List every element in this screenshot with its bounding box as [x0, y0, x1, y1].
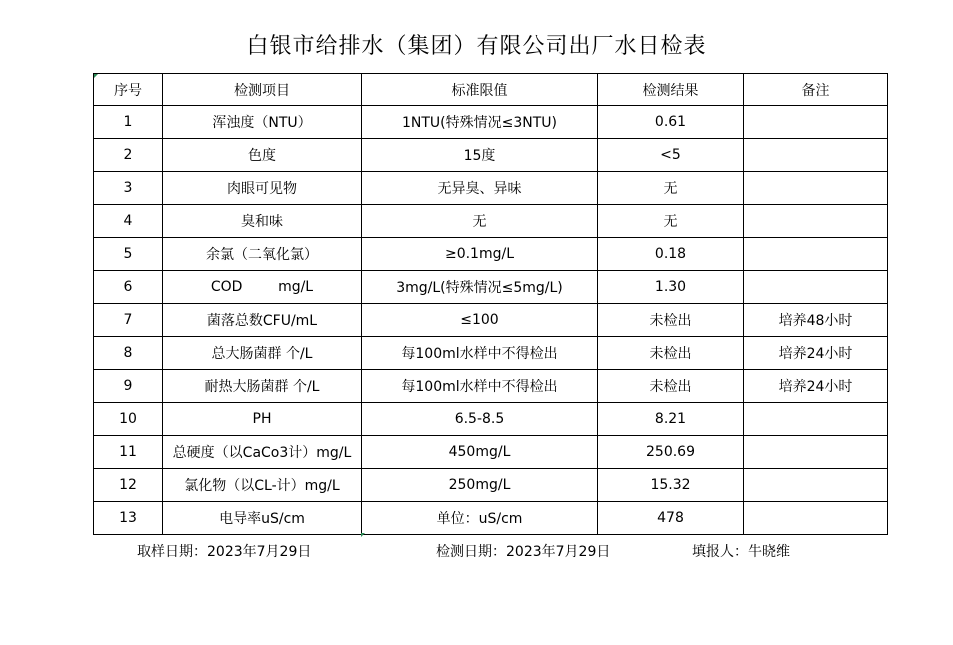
test-item-cell: PH: [163, 403, 362, 436]
test-result-cell: 未检出: [598, 370, 744, 403]
row-index-cell: 11: [94, 436, 163, 469]
test-item-cell: 电导率uS/cm: [163, 502, 362, 535]
row-index-cell: 12: [94, 469, 163, 502]
test-result-cell: 15.32: [598, 469, 744, 502]
table-row: [94, 139, 888, 172]
standard-limit-cell: 450mg/L: [362, 436, 598, 469]
row-index-cell: 13: [94, 502, 163, 535]
test-item-cell: 总大肠菌群 个/L: [163, 337, 362, 370]
remarks-cell: 培养24小时: [744, 370, 888, 403]
test-item-cell: 浑浊度（NTU）: [163, 106, 362, 139]
table-row: [94, 172, 888, 205]
remarks-cell: [744, 205, 888, 238]
test-item-cell: 肉眼可见物: [163, 172, 362, 205]
row-index-cell: 1: [94, 106, 163, 139]
header-index: 序号: [94, 74, 163, 106]
row-index-cell: 9: [94, 370, 163, 403]
table-header-row: [94, 74, 888, 106]
report-title: 白银市给排水（集团）有限公司出厂水日检表: [246, 34, 707, 59]
standard-limit-cell: 6.5-8.5: [362, 403, 598, 436]
row-index-cell: 5: [94, 238, 163, 271]
remarks-cell: [744, 469, 888, 502]
standard-limit-cell: 3mg/L(特殊情况≤5mg/L): [362, 271, 598, 304]
test-result-cell: 未检出: [598, 337, 744, 370]
inspection-table: [93, 73, 888, 535]
table-row: [94, 304, 888, 337]
table-row: [94, 403, 888, 436]
header-test-item: 检测项目: [163, 74, 362, 106]
remarks-cell: [744, 403, 888, 436]
test-result-cell: 8.21: [598, 403, 744, 436]
test-item-cell: 色度: [163, 139, 362, 172]
standard-limit-cell: 15度: [362, 139, 598, 172]
test-item-cell: 总硬度（以CaCo3计）mg/L: [163, 436, 362, 469]
table-row: [94, 271, 888, 304]
row-index-cell: 2: [94, 139, 163, 172]
remarks-cell: [744, 271, 888, 304]
cell-marker-icon: [361, 533, 365, 537]
test-item-cell: 菌落总数CFU/mL: [163, 304, 362, 337]
sampling-date: 取样日期：2023年7月29日: [137, 544, 312, 560]
remarks-cell: [744, 436, 888, 469]
remarks-cell: 培养48小时: [744, 304, 888, 337]
row-index-cell: 4: [94, 205, 163, 238]
standard-limit-cell: 250mg/L: [362, 469, 598, 502]
test-item-cell: COD mg/L: [163, 271, 362, 304]
standard-limit-cell: 无: [362, 205, 598, 238]
test-result-cell: 未检出: [598, 304, 744, 337]
table-row: [94, 469, 888, 502]
standard-limit-cell: 单位：uS/cm: [362, 502, 598, 535]
header-test-result: 检测结果: [598, 74, 744, 106]
test-item-cell: 耐热大肠菌群 个/L: [163, 370, 362, 403]
test-result-cell: 250.69: [598, 436, 744, 469]
table-row: [94, 337, 888, 370]
reporter: 填报人：牛晓维: [692, 544, 790, 560]
table-row: [94, 205, 888, 238]
standard-limit-cell: 1NTU(特殊情况≤3NTU): [362, 106, 598, 139]
test-result-cell: 478: [598, 502, 744, 535]
test-result-cell: 0.61: [598, 106, 744, 139]
standard-limit-cell: ≤100: [362, 304, 598, 337]
test-item-cell: 氯化物（以CL-计）mg/L: [163, 469, 362, 502]
table-row: [94, 370, 888, 403]
remarks-cell: [744, 106, 888, 139]
remarks-cell: [744, 238, 888, 271]
test-result-cell: <5: [598, 139, 744, 172]
remarks-cell: [744, 172, 888, 205]
remarks-cell: [744, 139, 888, 172]
header-standard-limit: 标准限值: [362, 74, 598, 106]
standard-limit-cell: ≥0.1mg/L: [362, 238, 598, 271]
table-row: [94, 106, 888, 139]
test-item-cell: 臭和味: [163, 205, 362, 238]
remarks-cell: 培养24小时: [744, 337, 888, 370]
header-remarks: 备注: [744, 74, 888, 106]
row-index-cell: 6: [94, 271, 163, 304]
row-index-cell: 8: [94, 337, 163, 370]
table-row: [94, 502, 888, 535]
table-row: [94, 436, 888, 469]
test-result-cell: 1.30: [598, 271, 744, 304]
table-row: [94, 238, 888, 271]
row-index-cell: 3: [94, 172, 163, 205]
standard-limit-cell: 每100ml水样中不得检出: [362, 337, 598, 370]
test-result-cell: 无: [598, 205, 744, 238]
standard-limit-cell: 每100ml水样中不得检出: [362, 370, 598, 403]
remarks-cell: [744, 502, 888, 535]
row-index-cell: 10: [94, 403, 163, 436]
test-item-cell: 余氯（二氧化氯）: [163, 238, 362, 271]
standard-limit-cell: 无异臭、异味: [362, 172, 598, 205]
test-result-cell: 无: [598, 172, 744, 205]
row-index-cell: 7: [94, 304, 163, 337]
cell-marker-icon: [94, 74, 98, 78]
testing-date: 检测日期：2023年7月29日: [436, 544, 611, 560]
test-result-cell: 0.18: [598, 238, 744, 271]
